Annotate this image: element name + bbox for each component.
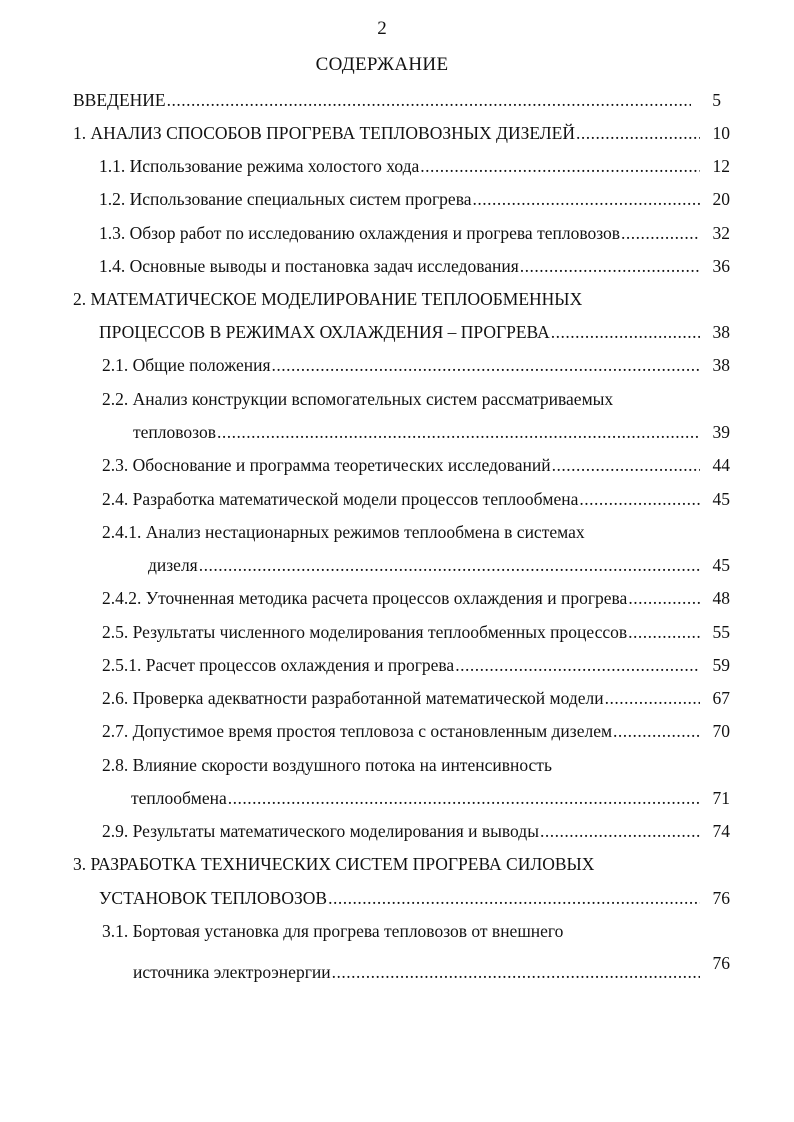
toc-entry-page: 71 bbox=[712, 788, 730, 808]
toc-entry-page: 45 bbox=[712, 555, 730, 575]
toc-entry-text: 2.1. Общие положения bbox=[102, 355, 271, 375]
toc-entry bbox=[99, 255, 730, 277]
leader-dots bbox=[628, 621, 700, 643]
toc-entry-text: тепловозов bbox=[133, 422, 216, 442]
leader-dots bbox=[540, 820, 700, 842]
toc-entry-line1: 2. МАТЕМАТИЧЕСКОЕ МОДЕЛИРОВАНИЕ ТЕПЛООБМЕННЫХ bbox=[73, 289, 583, 309]
toc-entry bbox=[133, 953, 730, 983]
toc-entry-page: 12 bbox=[712, 156, 730, 176]
toc-entry-text: 2.7. Допустимое время простоя тепловоза с остановленным дизелем bbox=[102, 721, 613, 741]
leader-dots bbox=[520, 255, 700, 277]
toc-entry bbox=[73, 89, 721, 111]
toc-entry-page: 39 bbox=[712, 422, 730, 442]
toc-entry bbox=[99, 155, 730, 177]
toc-entry bbox=[102, 820, 730, 842]
leader-dots bbox=[228, 787, 700, 809]
leader-dots bbox=[551, 321, 700, 343]
toc-entry-text: 1.1. Использование режима холостого хода bbox=[99, 156, 420, 176]
toc-entry-line1: 2.4.1. Анализ нестационарных режимов теплообмена в системах bbox=[102, 522, 585, 542]
toc-entry-text: источника электроэнергии bbox=[133, 962, 331, 982]
page-title: СОДЕРЖАНИЕ bbox=[315, 54, 449, 75]
toc-entry-page: 76 bbox=[712, 953, 730, 973]
leader-dots bbox=[621, 222, 700, 244]
toc-entry-text: 2.3. Обоснование и программа теоретических исследований bbox=[102, 455, 551, 475]
toc-entry-text: 1.2. Использование специальных систем прогрева bbox=[99, 189, 472, 209]
toc-entry-text: 1.4. Основные выводы и постановка задач исследования bbox=[99, 256, 519, 276]
toc-entry-text: 2.5.1. Расчет процессов охлаждения и прогрева bbox=[102, 655, 455, 675]
toc-entry bbox=[102, 621, 730, 643]
toc-entry bbox=[102, 354, 730, 376]
leader-dots bbox=[455, 654, 700, 676]
page-number: 2 bbox=[377, 18, 387, 39]
toc-entry-text: ПРОЦЕССОВ В РЕЖИМАХ ОХЛАЖДЕНИЯ – ПРОГРЕВА bbox=[99, 322, 550, 342]
toc-entry-page: 59 bbox=[712, 655, 730, 675]
toc-entry bbox=[102, 587, 730, 609]
toc-entry-text: дизеля bbox=[148, 555, 198, 575]
toc-entry-page: 38 bbox=[712, 322, 730, 342]
toc-entry bbox=[131, 787, 730, 809]
leader-dots bbox=[628, 587, 700, 609]
toc-entry bbox=[99, 188, 730, 210]
toc-entry-page: 70 bbox=[712, 721, 730, 741]
toc-entry-page: 45 bbox=[712, 489, 730, 509]
leader-dots bbox=[217, 421, 700, 443]
leader-dots bbox=[199, 554, 700, 576]
toc-entry-text: 2.6. Проверка адекватности разработанной математической модели bbox=[102, 688, 604, 708]
toc-entry-text: теплообмена bbox=[131, 788, 227, 808]
toc-entry-page: 48 bbox=[712, 588, 730, 608]
toc-entry bbox=[99, 887, 730, 909]
toc-entry-page: 5 bbox=[712, 90, 721, 110]
leader-dots bbox=[167, 89, 691, 111]
leader-dots bbox=[473, 188, 701, 210]
toc-entry bbox=[102, 488, 730, 510]
toc-entry bbox=[102, 720, 730, 742]
leader-dots bbox=[420, 155, 700, 177]
toc-entry-page: 67 bbox=[712, 688, 730, 708]
toc-entry-page: 55 bbox=[712, 622, 730, 642]
toc-entry-line1: 3.1. Бортовая установка для прогрева тепловозов от внешнего bbox=[102, 921, 564, 941]
leader-dots bbox=[272, 354, 701, 376]
toc-entry bbox=[102, 454, 730, 476]
toc-entry-text: 1.3. Обзор работ по исследованию охлаждения и прогрева тепловозов bbox=[99, 223, 621, 243]
toc-entry bbox=[99, 321, 730, 343]
leader-dots bbox=[576, 122, 700, 144]
toc-entry-page: 32 bbox=[712, 223, 730, 243]
toc-entry-page: 10 bbox=[712, 123, 730, 143]
toc-entry-line1: 2.8. Влияние скорости воздушного потока на интенсивность bbox=[102, 755, 552, 775]
leader-dots bbox=[605, 687, 700, 709]
toc-entry-text: 2.9. Результаты математического моделирования и выводы bbox=[102, 821, 539, 841]
toc-entry-line1: 3. РАЗРАБОТКА ТЕХНИЧЕСКИХ СИСТЕМ ПРОГРЕВА СИЛОВЫХ bbox=[73, 854, 595, 874]
toc-entry-text: 2.4.2. Уточненная методика расчета процессов охлаждения и прогрева bbox=[102, 588, 628, 608]
toc-entry bbox=[148, 554, 730, 576]
toc-entry-page: 36 bbox=[712, 256, 730, 276]
toc-entry-text: УСТАНОВОК ТЕПЛОВОЗОВ bbox=[99, 888, 328, 908]
toc-entry-text: 2.5. Результаты численного моделирования теплообменных процессов bbox=[102, 622, 628, 642]
toc-entry bbox=[102, 654, 730, 676]
toc-entry-text: ВВЕДЕНИЕ bbox=[73, 90, 166, 110]
leader-dots bbox=[328, 887, 700, 909]
toc-entry bbox=[99, 222, 730, 244]
leader-dots bbox=[552, 454, 700, 476]
toc-entry-page: 20 bbox=[712, 189, 730, 209]
leader-dots bbox=[613, 720, 700, 742]
toc-entry bbox=[73, 122, 730, 144]
toc-entry-page: 44 bbox=[712, 455, 730, 475]
toc-entry bbox=[133, 421, 730, 443]
leader-dots bbox=[579, 488, 700, 510]
leader-dots bbox=[332, 961, 700, 983]
toc-entry-text: 1. АНАЛИЗ СПОСОБОВ ПРОГРЕВА ТЕПЛОВОЗНЫХ ДИЗЕЛЕЙ bbox=[73, 123, 576, 143]
toc-entry-page: 76 bbox=[712, 888, 730, 908]
toc-entry-page: 74 bbox=[712, 821, 730, 841]
toc-entry-page: 38 bbox=[712, 355, 730, 375]
toc-entry bbox=[102, 687, 730, 709]
toc-entry-line1: 2.2. Анализ конструкции вспомогательных систем рассматриваемых bbox=[102, 389, 614, 409]
toc-entry-text: 2.4. Разработка математической модели процессов теплообмена bbox=[102, 489, 579, 509]
